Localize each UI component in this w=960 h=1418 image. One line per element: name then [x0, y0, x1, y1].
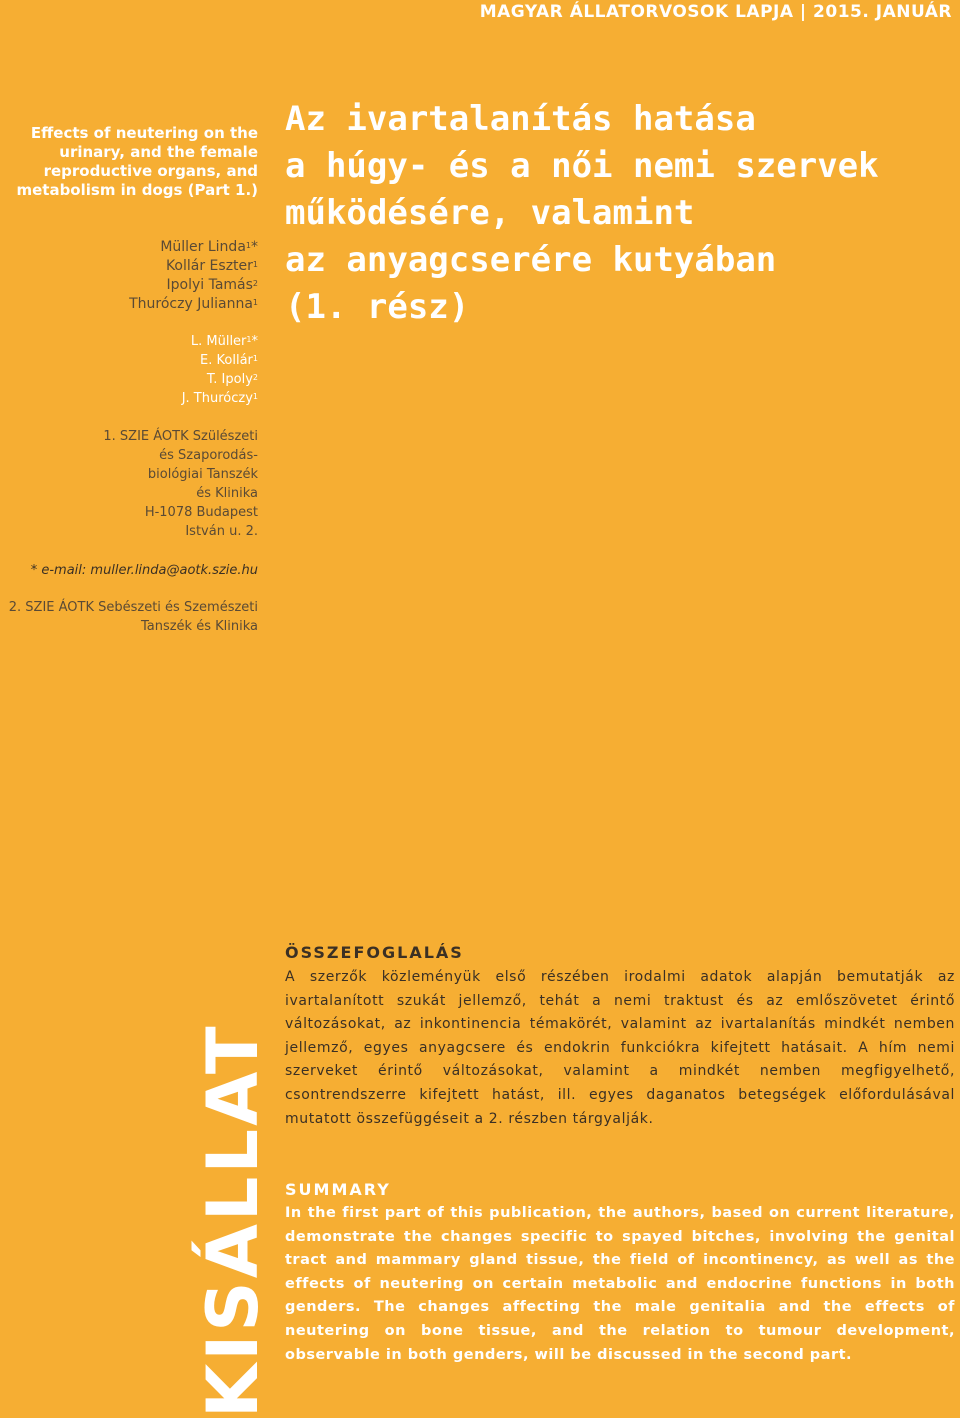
article-title: Az ivartalanítás hatása a húgy- és a női nemi szervek működésére, valamint az anyagcserére kutyában (1. rész): [285, 99, 879, 327]
author-name: Ipolyi Tamás$^2$: [166, 277, 258, 293]
author-name: Thuróczy Julianna$^1$: [129, 296, 258, 312]
section-side-label: KISÁLLAT: [192, 1023, 274, 1418]
affiliation-2: 2. SZIE ÁOTK Sebészeti és Szemészeti Tanszék és Klinika: [8, 600, 258, 634]
contact-email: * e-mail: muller.linda@aotk.szie.hu: [30, 563, 258, 578]
abstract-body-hu: A szerzők közleményük első részében irodalmi adatok alapján bemutatják az ivartalanított szukát jellemző, tehát a nemi traktust és az emlőszövetet érintő változásokat, az inkontinencia témakörét, valamint az ivartalanítás mindkét nemben jellemző, egyes anyagcsere és endokrin funkciókra kifejtett hatásait. A hím nemi szerveket érintő változásokat, valamint a mindkét nemben megfigyelhető, csontrendszerre kifejtett hatást, ill. egyes daganatos betegségek előfordulásával mutatott összefüggéseit a 2. részben tárgyalják.: [285, 969, 955, 1127]
author-name: T. Ipoly$^2$: [206, 372, 258, 387]
abstract-heading-hu: ÖSSZEFOGLALÁS: [285, 943, 464, 962]
journal-header: MAGYAR ÁLLATORVOSOK LAPJA | 2015. JANUÁR: [479, 2, 952, 22]
affiliation-1: 1. SZIE ÁOTK Szülészeti és Szaporodás- biológiai Tanszék és Klinika H-1078 Budapest István u. 2.: [103, 429, 258, 539]
english-title: Effects of neutering on the urinary, and the female reproductive organs, and metabolism in dogs (Part 1.): [16, 124, 258, 199]
author-name: Müller Linda$^1$*: [160, 239, 258, 255]
abstract-body-en: In the first part of this publication, the authors, based on current literature, demonstrate the changes specific to spayed bitches, involving the genital tract and mammary gland tissue, the field of incontinency, as well as the effects of neutering on certain metabolic and endocrine functions in both genders. The changes affecting the male genitalia and the effects of neutering on bone tissue, and the relation to tumour development, observable in both genders, will be discussed in the second part.: [285, 1205, 955, 1363]
author-name: L. Müller$^1$*: [190, 334, 258, 349]
authors-english: [182, 332, 258, 408]
author-name: Kollár Eszter$^1$: [165, 258, 258, 274]
author-name: E. Kollár$^1$: [200, 353, 258, 368]
authors-hungarian: [129, 238, 258, 314]
abstract-heading-en: SUMMARY: [285, 1180, 391, 1199]
author-name: J. Thuróczy$^1$: [181, 391, 258, 406]
